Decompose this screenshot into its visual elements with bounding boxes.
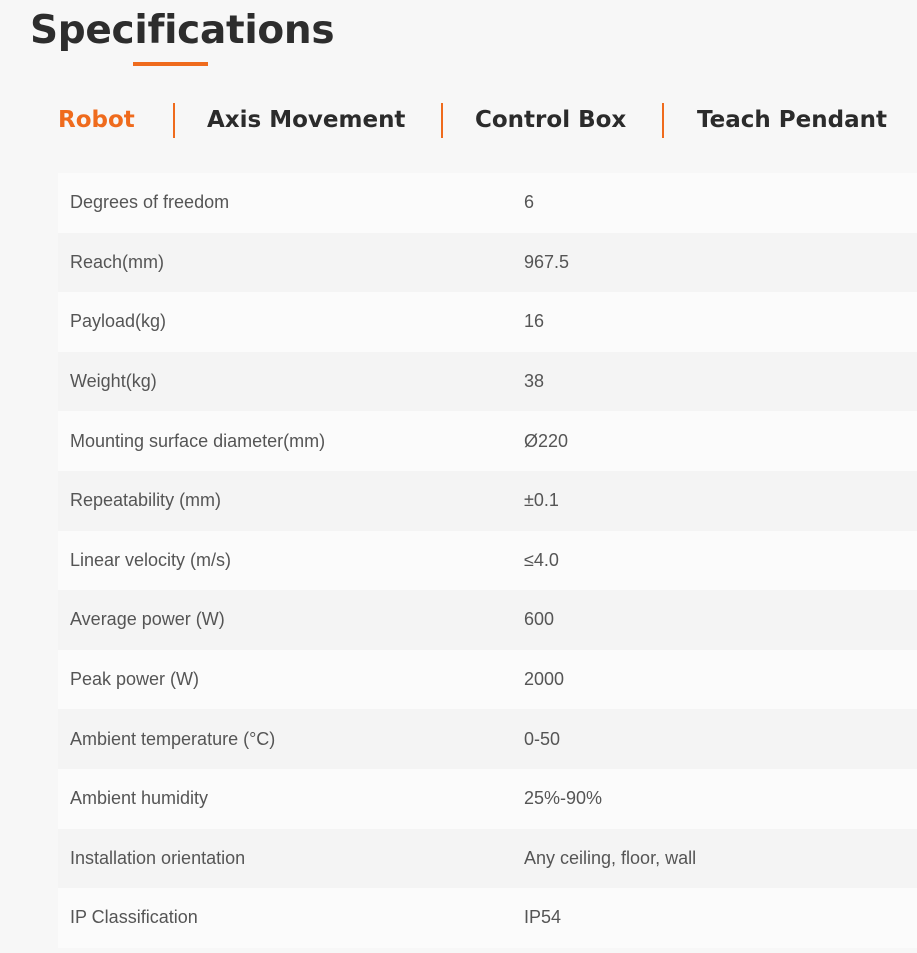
spec-value: ≤4.0 <box>524 549 559 570</box>
page-header <box>30 4 430 58</box>
tab-divider <box>441 103 443 138</box>
tab-robot[interactable]: Robot <box>58 107 135 133</box>
spec-label: Reach(mm) <box>70 251 165 272</box>
table-row <box>58 531 917 591</box>
spec-value: 967.5 <box>524 251 570 272</box>
spec-label: Peak power (W) <box>70 669 200 690</box>
table-row <box>58 709 917 769</box>
spec-label: Payload(kg) <box>70 311 167 332</box>
table-row <box>58 471 917 531</box>
table-row <box>58 411 917 471</box>
table-row <box>58 173 917 233</box>
table-row <box>58 650 917 710</box>
tab-axis-movement[interactable]: Axis Movement <box>207 107 406 133</box>
spec-value: ±0.1 <box>524 490 559 511</box>
spec-label: Installation orientation <box>70 847 246 868</box>
tab-divider <box>662 103 664 138</box>
table-row <box>58 590 917 650</box>
table-row <box>58 769 917 829</box>
spec-value: IP54 <box>524 907 562 928</box>
spec-table <box>58 173 917 948</box>
spec-value: 16 <box>524 311 545 332</box>
table-row <box>58 352 917 412</box>
spec-value: 25%-90% <box>524 788 603 809</box>
spec-label: Average power (W) <box>70 609 225 630</box>
spec-label: IP Classification <box>70 907 198 928</box>
table-row <box>58 233 917 293</box>
tab-divider <box>173 103 175 138</box>
tab-control-box[interactable]: Control Box <box>475 107 627 133</box>
spec-label: Mounting surface diameter(mm) <box>70 430 326 451</box>
spec-value: 38 <box>524 371 545 392</box>
spec-label: Ambient humidity <box>70 788 209 809</box>
title-underline <box>133 62 208 66</box>
page-title: Specifications <box>30 8 335 53</box>
spec-label: Ambient temperature (°C) <box>70 728 276 749</box>
spec-value: 2000 <box>524 669 565 690</box>
spec-value: Ø220 <box>524 430 569 451</box>
spec-value: 600 <box>524 609 555 630</box>
spec-tabs <box>0 100 917 140</box>
table-row <box>58 829 917 889</box>
spec-value: Any ceiling, floor, wall <box>524 847 697 868</box>
spec-label: Linear velocity (m/s) <box>70 549 232 570</box>
spec-value: 6 <box>524 192 535 213</box>
tab-teach-pendant[interactable]: Teach Pendant <box>697 107 887 133</box>
spec-label: Weight(kg) <box>70 371 157 392</box>
spec-value: 0-50 <box>524 728 561 749</box>
spec-label: Repeatability (mm) <box>70 490 222 511</box>
spec-label: Degrees of freedom <box>70 192 230 213</box>
table-row <box>58 888 917 948</box>
table-row <box>58 292 917 352</box>
